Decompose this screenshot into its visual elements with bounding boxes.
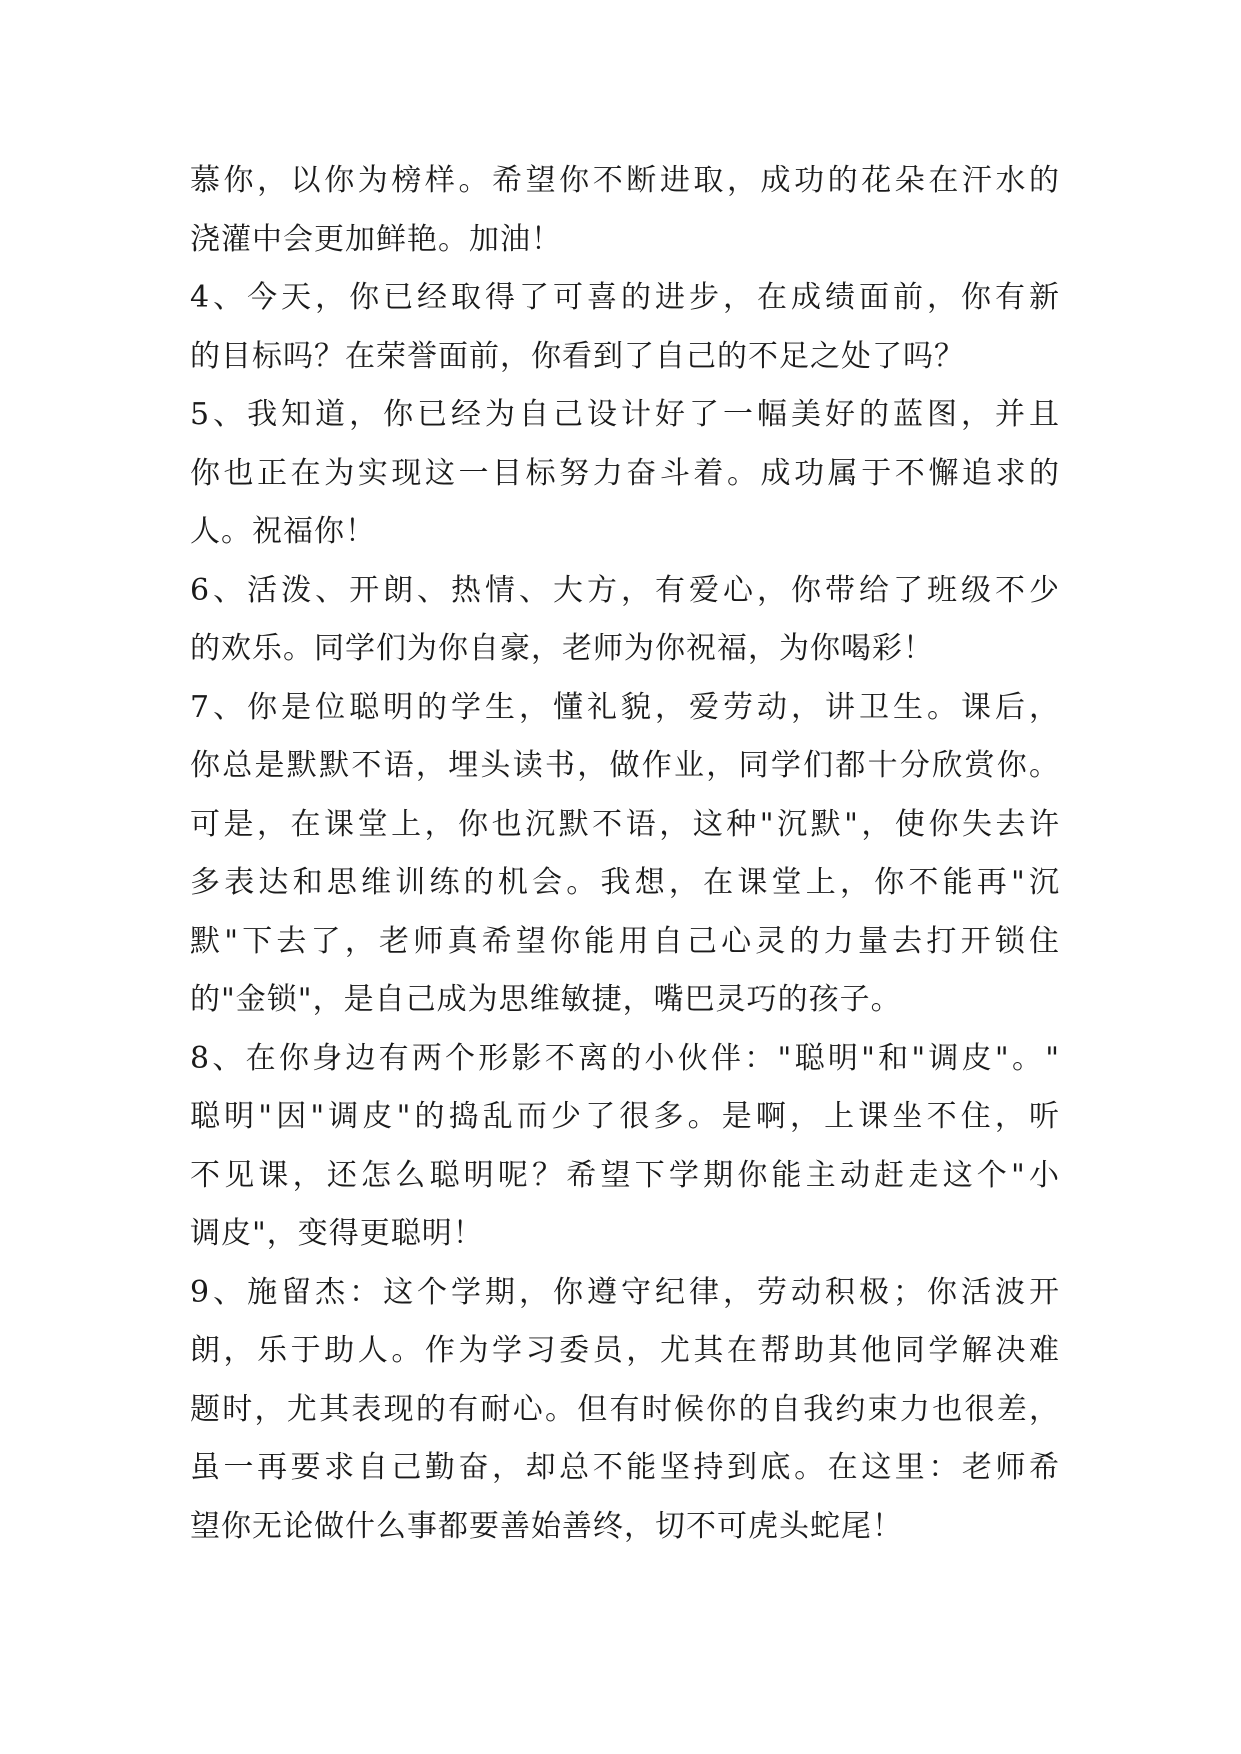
document-body <box>190 152 1060 1556</box>
text-line: 不见课，还怎么聪明呢？希望下学期你能主动赶走这个"小 <box>190 1157 1060 1193</box>
text-line: 聪明"因"调皮"的捣乱而少了很多。是啊，上课坐不住，听 <box>190 1099 1060 1134</box>
text-line: 可是，在课堂上，你也沉默不语，这种"沉默"，使你失去许 <box>190 806 1060 842</box>
text-line: 的"金锁"，是自己成为思维敏捷，嘴巴灵巧的孩子。 <box>190 982 902 1017</box>
text-line: 的目标吗？在荣誉面前，你看到了自己的不足之处了吗？ <box>190 338 965 374</box>
text-line: 5、我知道，你已经为自己设计好了一幅美好的蓝图，并且 <box>190 397 1060 432</box>
text-line: 虽一再要求自己勤奋，却总不能坚持到底。在这里：老师希 <box>190 1450 1060 1485</box>
text-line: 6、活泼、开朗、热情、大方，有爱心，你带给了班级不少 <box>190 572 1060 608</box>
text-line: 浇灌中会更加鲜艳。加油！ <box>190 221 562 257</box>
text-line: 题时，尤其表现的有耐心。但有时候你的自我约束力也很差， <box>190 1391 1060 1427</box>
text-line: 你总是默默不语，埋头读书，做作业，同学们都十分欣赏你。 <box>190 748 1060 783</box>
text-line: 8、在你身边有两个形影不离的小伙伴："聪明"和"调皮"。" <box>190 1040 1060 1076</box>
text-line: 朗，乐于助人。作为学习委员，尤其在帮助其他同学解决难 <box>190 1333 1060 1368</box>
text-line: 调皮"，变得更聪明！ <box>190 1216 484 1251</box>
text-line: 的欢乐。同学们为你自豪，老师为你祝福，为你喝彩！ <box>190 631 934 666</box>
text-line: 7、你是位聪明的学生，懂礼貌，爱劳动，讲卫生。课后， <box>190 689 1060 725</box>
text-line: 人。祝福你！ <box>190 514 376 549</box>
text-line: 4、今天，你已经取得了可喜的进步，在成绩面前，你有新 <box>190 280 1060 315</box>
text-line: 慕你，以你为榜样。希望你不断进取，成功的花朵在汗水的 <box>190 163 1060 198</box>
text-line: 望你无论做什么事都要善始善终，切不可虎头蛇尾！ <box>190 1508 903 1544</box>
text-line: 你也正在为实现这一目标努力奋斗着。成功属于不懈追求的 <box>190 455 1060 491</box>
text-line: 多表达和思维训练的机会。我想，在课堂上，你不能再"沉 <box>190 865 1060 900</box>
text-line: 9、施留杰：这个学期，你遵守纪律，劳动积极；你活波开 <box>190 1274 1060 1310</box>
text-line: 默"下去了，老师真希望你能用自己心灵的力量去打开锁住 <box>190 923 1060 959</box>
